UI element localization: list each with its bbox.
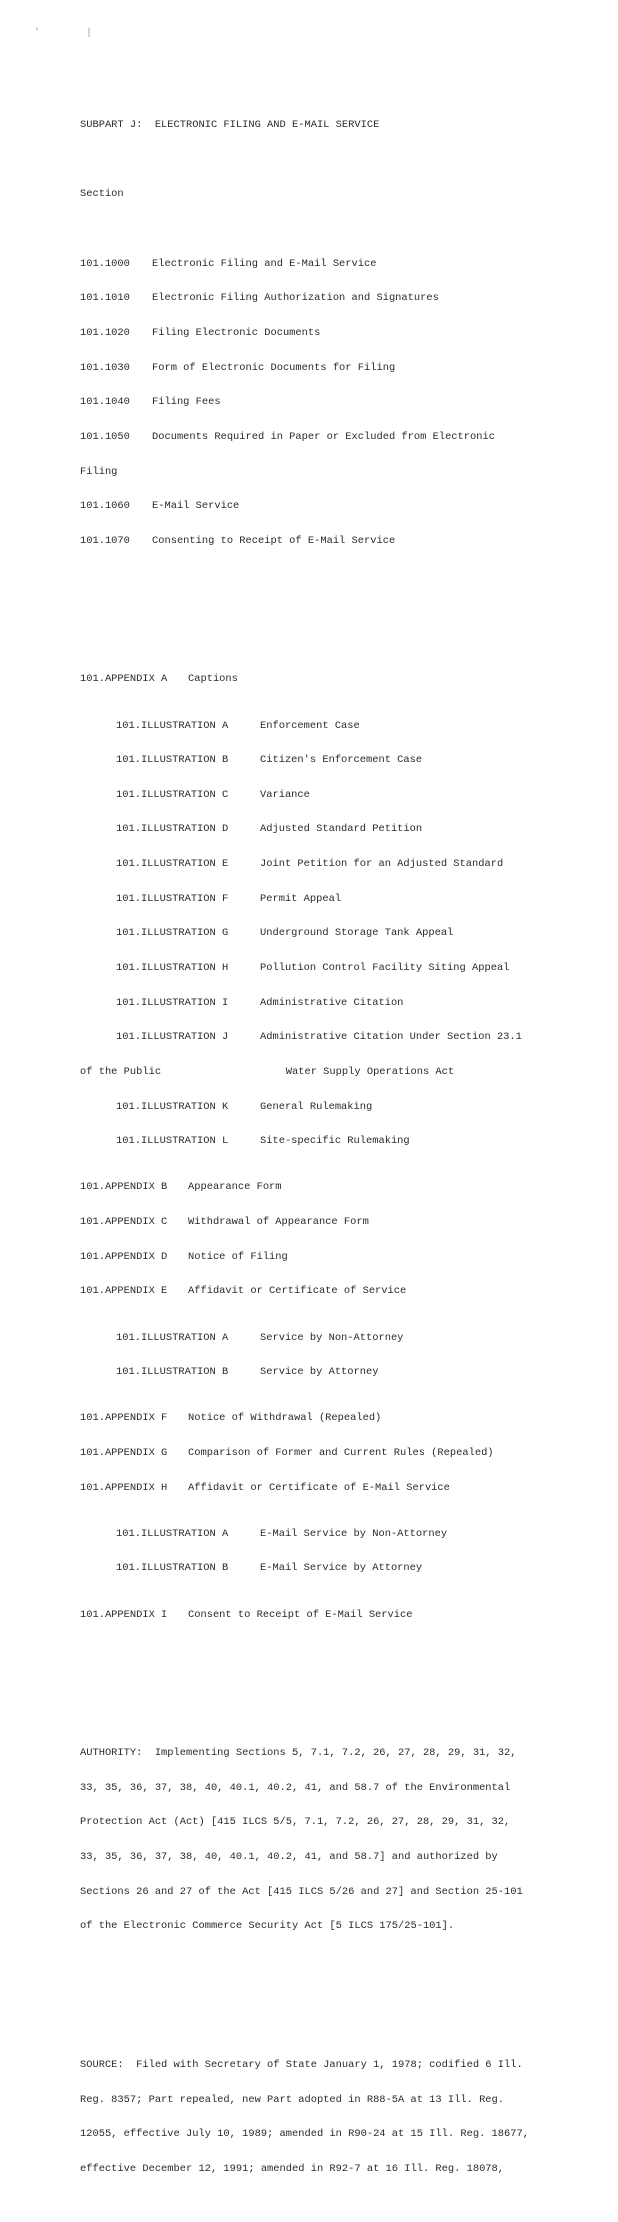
appendix-row bbox=[80, 1448, 580, 1460]
section-number: 101.1020 bbox=[80, 326, 130, 339]
illustration-number: 101.ILLUSTRATION A bbox=[116, 1331, 229, 1344]
appendix-title: Affidavit or Certificate of E-Mail Service bbox=[188, 1481, 450, 1494]
authority-note bbox=[80, 1725, 580, 1956]
authority-line: 33, 35, 36, 37, 38, 40, 40.1, 40.2, 41, and 58.7] and authorized by bbox=[80, 1851, 498, 1864]
section-number: 101.1030 bbox=[80, 361, 130, 374]
illustration-row bbox=[80, 963, 580, 975]
page-edge-marks: ' | bbox=[34, 28, 113, 39]
illustration-number: 101.ILLUSTRATION J bbox=[116, 1031, 229, 1044]
illustration-row bbox=[80, 755, 580, 767]
section-title: Documents Required in Paper or Excluded from Electronic bbox=[152, 430, 495, 443]
illustration-title: Enforcement Case bbox=[260, 719, 360, 732]
appendix-number: 101.APPENDIX C bbox=[80, 1216, 168, 1229]
illustration-title: Adjusted Standard Petition bbox=[260, 823, 423, 836]
section-title: Form of Electronic Documents for Filing bbox=[152, 361, 396, 374]
section-number: 101.1070 bbox=[80, 534, 130, 547]
document-body bbox=[80, 97, 580, 2222]
appendix-number: 101.APPENDIX G bbox=[80, 1446, 168, 1459]
source-line: effective December 12, 1991; amended in R92-7 at 16 Ill. Reg. 18078, bbox=[80, 2162, 505, 2175]
illustration-number: 101.ILLUSTRATION L bbox=[116, 1135, 229, 1148]
illustration-number: 101.ILLUSTRATION H bbox=[116, 962, 229, 975]
illustration-title: Variance bbox=[260, 788, 310, 801]
appendix-number: 101.APPENDIX B bbox=[80, 1181, 168, 1194]
appendix-row bbox=[80, 674, 580, 686]
appendix-title: Notice of Withdrawal (Repealed) bbox=[188, 1412, 382, 1425]
appendix-title: Withdrawal of Appearance Form bbox=[188, 1216, 369, 1229]
illustration-number: 101.ILLUSTRATION I bbox=[116, 996, 229, 1009]
illustration-title: General Rulemaking bbox=[260, 1100, 373, 1113]
illustration-number: 101.ILLUSTRATION C bbox=[116, 788, 229, 801]
illustration-row bbox=[80, 1529, 580, 1541]
authority-line: of the Electronic Commerce Security Act [5 ILCS 175/25-101]. bbox=[80, 1920, 455, 1933]
illustration-number: 101.ILLUSTRATION B bbox=[116, 754, 229, 767]
illustration-row bbox=[80, 1136, 580, 1148]
authority-line: AUTHORITY: Implementing Sections 5, 7.1, 7.2, 26, 27, 28, 29, 31, 32, bbox=[80, 1747, 517, 1760]
section-title-continuation: Filing bbox=[80, 465, 118, 478]
appendix-row bbox=[80, 1286, 580, 1298]
section-row bbox=[80, 363, 580, 375]
illustration-number: 101.ILLUSTRATION A bbox=[116, 719, 229, 732]
illustration-title: Service by Attorney bbox=[260, 1366, 379, 1379]
authority-line: Protection Act (Act) [415 ILCS 5/5, 7.1, 7.2, 26, 27, 28, 29, 31, 32, bbox=[80, 1816, 511, 1829]
section-row bbox=[80, 293, 580, 305]
illustration-title: Permit Appeal bbox=[260, 892, 342, 905]
appendix-row bbox=[80, 1252, 580, 1264]
section-row bbox=[80, 501, 580, 513]
illustration-number: 101.ILLUSTRATION D bbox=[116, 823, 229, 836]
illustration-row bbox=[80, 790, 580, 802]
illustration-number: 101.ILLUSTRATION K bbox=[116, 1100, 229, 1113]
illustration-number: 101.ILLUSTRATION B bbox=[116, 1366, 229, 1379]
appendix-title: Comparison of Former and Current Rules (Repealed) bbox=[188, 1446, 494, 1459]
illustration-row bbox=[80, 1367, 580, 1379]
illustration-row bbox=[80, 894, 580, 906]
section-number: 101.1000 bbox=[80, 257, 130, 270]
appendix-title: Consent to Receipt of E-Mail Service bbox=[188, 1608, 413, 1621]
section-title: Filing Fees bbox=[152, 396, 221, 409]
section-number: 101.1040 bbox=[80, 396, 130, 409]
subpart-heading: SUBPART J: ELECTRONIC FILING AND E-MAIL SERVICE bbox=[80, 119, 380, 132]
source-line: SOURCE: Filed with Secretary of State January 1, 1978; codified 6 Ill. bbox=[80, 2058, 523, 2071]
section-number: 101.1050 bbox=[80, 430, 130, 443]
appendix-row bbox=[80, 1483, 580, 1495]
illustration-title-continuation: of the Public Water Supply Operations Act bbox=[80, 1065, 455, 1078]
section-row bbox=[80, 328, 580, 340]
illustration-row bbox=[80, 928, 580, 940]
source-note bbox=[80, 2037, 580, 2199]
appendix-number: 101.APPENDIX E bbox=[80, 1285, 168, 1298]
appendix-title: Captions bbox=[188, 673, 238, 686]
illustration-number: 101.ILLUSTRATION B bbox=[116, 1562, 229, 1575]
section-title: Electronic Filing and E-Mail Service bbox=[152, 257, 377, 270]
illustration-title: Pollution Control Facility Siting Appeal bbox=[260, 962, 510, 975]
appendix-row bbox=[80, 1413, 580, 1425]
source-line: 12055, effective July 10, 1989; amended in R90-24 at 15 Ill. Reg. 18677, bbox=[80, 2128, 529, 2141]
section-row bbox=[80, 397, 580, 409]
illustration-row bbox=[80, 1032, 580, 1044]
section-label: Section bbox=[80, 188, 124, 201]
illustration-title: Underground Storage Tank Appeal bbox=[260, 927, 454, 940]
illustration-title: E-Mail Service by Attorney bbox=[260, 1562, 423, 1575]
appendix-number: 101.APPENDIX D bbox=[80, 1250, 168, 1263]
section-number: 101.1010 bbox=[80, 292, 130, 305]
illustration-row bbox=[80, 1333, 580, 1345]
illustration-title: Service by Non-Attorney bbox=[260, 1331, 404, 1344]
section-title: Filing Electronic Documents bbox=[152, 326, 321, 339]
section-list bbox=[80, 236, 580, 571]
section-title: Electronic Filing Authorization and Signatures bbox=[152, 292, 439, 305]
appendix-list bbox=[80, 651, 580, 1644]
section-row bbox=[80, 536, 580, 548]
illustration-number: 101.ILLUSTRATION G bbox=[116, 927, 229, 940]
illustration-row bbox=[80, 1563, 580, 1575]
authority-line: Sections 26 and 27 of the Act [415 ILCS 5/26 and 27] and Section 25-101 bbox=[80, 1885, 523, 1898]
appendix-number: 101.APPENDIX A bbox=[80, 673, 168, 686]
illustration-row bbox=[80, 824, 580, 836]
illustration-number: 101.ILLUSTRATION E bbox=[116, 858, 229, 871]
illustration-title: Administrative Citation bbox=[260, 996, 404, 1009]
illustration-number: 101.ILLUSTRATION A bbox=[116, 1527, 229, 1540]
appendix-title: Appearance Form bbox=[188, 1181, 282, 1194]
authority-line: 33, 35, 36, 37, 38, 40, 40.1, 40.2, 41, and 58.7 of the Environmental bbox=[80, 1781, 511, 1794]
appendix-number: 101.APPENDIX F bbox=[80, 1412, 168, 1425]
appendix-title: Affidavit or Certificate of Service bbox=[188, 1285, 407, 1298]
section-title: E-Mail Service bbox=[152, 500, 240, 513]
appendix-number: 101.APPENDIX I bbox=[80, 1608, 168, 1621]
source-line: Reg. 8357; Part repealed, new Part adopted in R88-5A at 13 Ill. Reg. bbox=[80, 2093, 505, 2106]
illustration-title: Administrative Citation Under Section 23.1 bbox=[260, 1031, 522, 1044]
appendix-row bbox=[80, 1182, 580, 1194]
appendix-number: 101.APPENDIX H bbox=[80, 1481, 168, 1494]
appendix-row bbox=[80, 1610, 580, 1622]
illustration-row bbox=[80, 721, 580, 733]
section-row bbox=[80, 259, 580, 271]
appendix-title: Notice of Filing bbox=[188, 1250, 288, 1263]
illustration-title: Joint Petition for an Adjusted Standard bbox=[260, 858, 504, 871]
illustration-row bbox=[80, 1102, 580, 1114]
illustration-title: Site-specific Rulemaking bbox=[260, 1135, 410, 1148]
section-number: 101.1060 bbox=[80, 500, 130, 513]
section-title: Consenting to Receipt of E-Mail Service bbox=[152, 534, 396, 547]
illustration-title: E-Mail Service by Non-Attorney bbox=[260, 1527, 448, 1540]
illustration-title: Citizen's Enforcement Case bbox=[260, 754, 423, 767]
illustration-row bbox=[80, 859, 580, 871]
illustration-number: 101.ILLUSTRATION F bbox=[116, 892, 229, 905]
illustration-row bbox=[80, 998, 580, 1010]
section-row bbox=[80, 432, 580, 444]
appendix-row bbox=[80, 1217, 580, 1229]
